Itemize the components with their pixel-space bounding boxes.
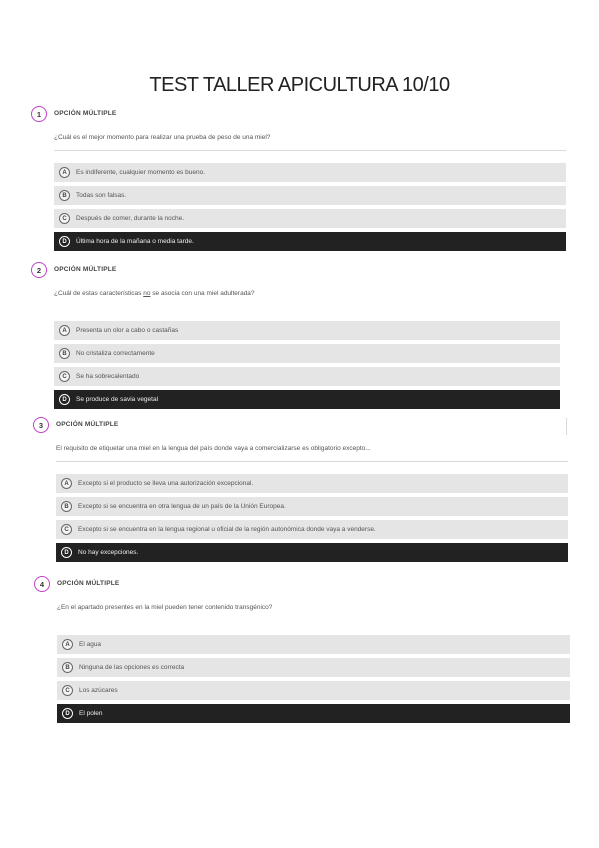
option-text: Presenta un olor a cabo o castañas [76, 327, 179, 334]
option-text: Después de comer, durante la noche. [76, 215, 185, 222]
question-type: OPCIÓN MÚLTIPLE [54, 266, 117, 273]
option-text: Todas son falsas. [76, 192, 127, 199]
question-2 [31, 262, 560, 413]
divider [56, 461, 568, 462]
option-b[interactable] [54, 186, 566, 205]
question-number: 3 [33, 417, 49, 433]
option-c[interactable] [57, 681, 570, 700]
option-letter: D [62, 708, 73, 719]
option-d-selected[interactable] [56, 543, 568, 562]
question-text: ¿En el apartado presentes en la miel pueden tener contenido transgénico? [57, 604, 273, 611]
option-text: Excepto si se encuentra en la lengua regional u oficial de la región autonómica donde vaya a venderse. [78, 526, 376, 533]
option-text: Excepto si el producto se lleva una autorización excepcional. [78, 480, 254, 487]
option-letter: A [59, 325, 70, 336]
question-text: ¿Cuál es el mejor momento para realizar una prueba de peso de una miel? [54, 134, 271, 141]
question-type: OPCIÓN MÚLTIPLE [56, 421, 119, 428]
option-letter: A [61, 478, 72, 489]
option-letter: B [62, 662, 73, 673]
option-text: No hay excepciones. [78, 549, 139, 556]
question-number: 2 [31, 262, 47, 278]
option-letter: C [62, 685, 73, 696]
option-text: Se ha sobrecalentado [76, 373, 140, 380]
divider [54, 150, 566, 151]
option-c[interactable] [54, 367, 560, 386]
option-c[interactable] [54, 209, 566, 228]
option-letter: D [61, 547, 72, 558]
option-text: Los azúcares [79, 687, 118, 694]
question-1 [31, 106, 566, 255]
option-text: No cristaliza correctamente [76, 350, 155, 357]
option-a[interactable] [57, 635, 570, 654]
option-a[interactable] [56, 474, 568, 493]
page-title: TEST TALLER APICULTURA 10/10 [149, 74, 450, 96]
option-d-selected[interactable] [54, 232, 566, 251]
option-b[interactable] [54, 344, 560, 363]
question-text: El requisito de etiquetar una miel en la lengua del país donde vaya a comercializarse es obligatorio excepto... [56, 445, 371, 452]
option-letter: C [59, 213, 70, 224]
option-text: Última hora de la mañana o media tarde. [76, 238, 194, 245]
option-text: El polen [79, 710, 103, 717]
option-letter: A [59, 167, 70, 178]
option-d-selected[interactable] [54, 390, 560, 409]
question-type: OPCIÓN MÚLTIPLE [57, 580, 120, 587]
option-b[interactable] [57, 658, 570, 677]
option-letter: B [61, 501, 72, 512]
option-letter: C [61, 524, 72, 535]
option-letter: C [59, 371, 70, 382]
question-type: OPCIÓN MÚLTIPLE [54, 110, 117, 117]
option-letter: D [59, 236, 70, 247]
question-text: ¿Cuál de estas características no se asocia con una miel adulterada? [54, 290, 255, 297]
option-b[interactable] [56, 497, 568, 516]
option-text: Ninguna de las opciones es correcta [79, 664, 185, 671]
question-3 [33, 417, 568, 566]
option-a[interactable] [54, 163, 566, 182]
question-number: 4 [34, 576, 50, 592]
option-text: Se produce de savia vegetal [76, 396, 159, 403]
question-number: 1 [31, 106, 47, 122]
option-text: Excepto si se encuentra en otra lengua de un país de la Unión Europea. [78, 503, 286, 510]
option-letter: B [59, 190, 70, 201]
question-4 [34, 576, 570, 727]
option-letter: D [59, 394, 70, 405]
divider [566, 418, 567, 435]
option-a[interactable] [54, 321, 560, 340]
option-letter: B [59, 348, 70, 359]
option-d-selected[interactable] [57, 704, 570, 723]
option-text: El agua [79, 641, 102, 648]
option-letter: A [62, 639, 73, 650]
option-c[interactable] [56, 520, 568, 539]
option-text: Es indiferente, cualquier momento es bueno. [76, 169, 205, 176]
